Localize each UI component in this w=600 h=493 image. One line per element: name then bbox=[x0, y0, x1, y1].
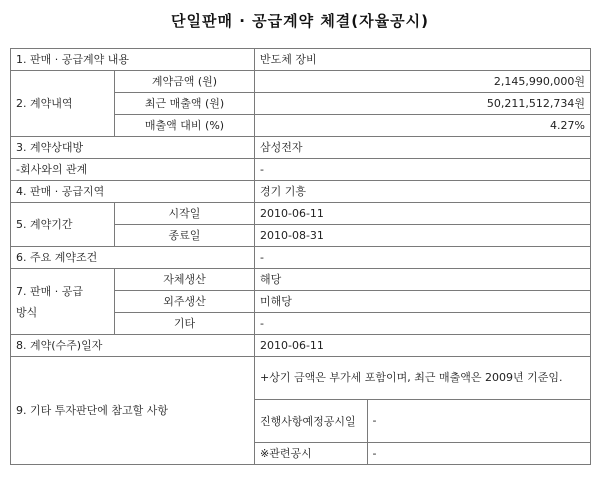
other-reference-subtable bbox=[255, 400, 590, 464]
outsourced-production-label: 외주생산 bbox=[115, 291, 255, 313]
end-date-value: 2010-08-31 bbox=[255, 225, 591, 247]
outsourced-production-value: 미해당 bbox=[255, 291, 591, 313]
disclosure-table bbox=[10, 48, 591, 465]
contract-amount-value: 2,145,990,000원 bbox=[255, 71, 591, 93]
table-row bbox=[255, 400, 590, 443]
other-reference-note: +상기 금액은 부가세 포함이며, 최근 매출액은 2009년 기준임. bbox=[255, 357, 591, 400]
contract-content-label: 1. 판매 · 공급계약 내용 bbox=[11, 49, 255, 71]
table-row bbox=[11, 181, 591, 203]
contract-content-value: 반도체 장비 bbox=[255, 49, 591, 71]
recent-sales-label: 최근 매출액 (원) bbox=[115, 93, 255, 115]
other-reference-label: 9. 기타 투자판단에 참고할 사항 bbox=[11, 357, 255, 465]
supply-method-label-line2: 방식 bbox=[16, 305, 38, 319]
start-date-label: 시작일 bbox=[115, 203, 255, 225]
sales-ratio-label: 매출액 대비 (%) bbox=[115, 115, 255, 137]
contract-period-label: 5. 계약기간 bbox=[11, 203, 115, 247]
table-row bbox=[11, 159, 591, 181]
other-reference-subtable-cell bbox=[255, 400, 591, 465]
table-row bbox=[11, 203, 591, 225]
self-production-value: 해당 bbox=[255, 269, 591, 291]
recent-sales-value: 50,211,512,734원 bbox=[255, 93, 591, 115]
table-row bbox=[11, 49, 591, 71]
contract-details-label: 2. 계약내역 bbox=[11, 71, 115, 137]
supply-method-label-line1: 7. 판매 · 공급 bbox=[16, 284, 83, 298]
contract-date-label: 8. 계약(수주)일자 bbox=[11, 335, 255, 357]
supply-region-value: 경기 기흥 bbox=[255, 181, 591, 203]
table-row bbox=[11, 335, 591, 357]
planned-disclosure-date-value: - bbox=[367, 400, 590, 443]
self-production-label: 자체생산 bbox=[115, 269, 255, 291]
table-row bbox=[11, 71, 591, 93]
main-terms-value: - bbox=[255, 247, 591, 269]
supply-method-label bbox=[11, 269, 115, 335]
counterparty-value: 삼성전자 bbox=[255, 137, 591, 159]
contract-date-value: 2010-06-11 bbox=[255, 335, 591, 357]
other-method-label: 기타 bbox=[115, 313, 255, 335]
end-date-label: 종료일 bbox=[115, 225, 255, 247]
planned-disclosure-date-label: 진행사항예정공시일 bbox=[255, 400, 367, 443]
contract-amount-label: 계약금액 (원) bbox=[115, 71, 255, 93]
other-method-value: - bbox=[255, 313, 591, 335]
page-title: 단일판매 · 공급계약 체결(자율공시) bbox=[171, 12, 429, 30]
supply-region-label: 4. 판매 · 공급지역 bbox=[11, 181, 255, 203]
related-disclosure-value: - bbox=[367, 443, 590, 465]
main-terms-label: 6. 주요 계약조건 bbox=[11, 247, 255, 269]
table-row bbox=[11, 269, 591, 291]
relationship-label: -회사와의 관계 bbox=[11, 159, 255, 181]
sales-ratio-value: 4.27% bbox=[255, 115, 591, 137]
table-row bbox=[255, 443, 590, 465]
start-date-value: 2010-06-11 bbox=[255, 203, 591, 225]
table-row bbox=[11, 247, 591, 269]
relationship-value: - bbox=[255, 159, 591, 181]
counterparty-label: 3. 계약상대방 bbox=[11, 137, 255, 159]
table-row bbox=[11, 137, 591, 159]
table-row bbox=[11, 357, 591, 400]
related-disclosure-label: ※관련공시 bbox=[255, 443, 367, 465]
